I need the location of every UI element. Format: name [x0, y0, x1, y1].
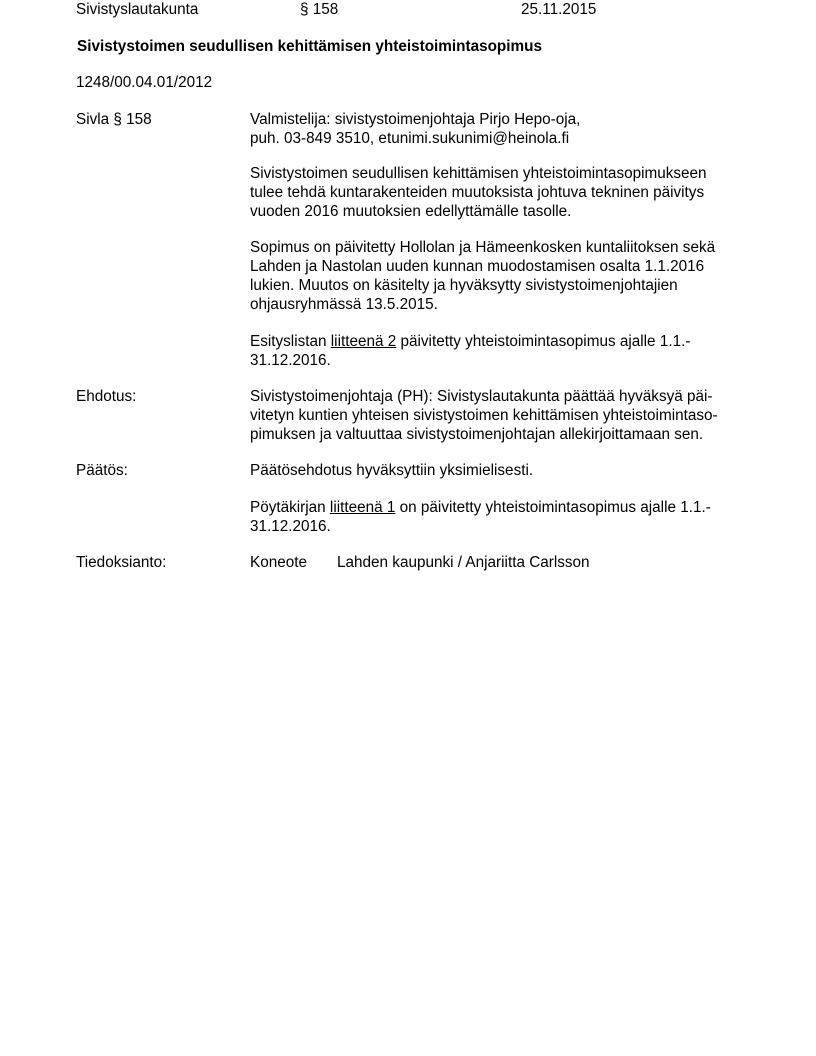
attachment-1-link[interactable]: liitteenä 1	[329, 499, 396, 516]
ehdotus-line-1: Sivistystoimenjohtaja (PH): Sivistyslautakunta päättää hyväksyä päi-	[250, 388, 713, 405]
tiedoksianto-recipient: Lahden kaupunki / Anjariitta Carlsson	[337, 554, 590, 571]
paragraph-2-line-2: Lahden ja Nastolan uuden kunnan muodostamisen osalta 1.1.2016	[250, 258, 705, 275]
paragraph-1-line-1: Sivistystoimen seudullisen kehittämisen yhteistoimintasopimukseen	[250, 165, 707, 182]
paragraph-2-line-4: ohjausryhmässä 13.5.2015.	[250, 296, 438, 313]
paatos-attachment-suffix: on päivitetty yhteistoimintasopimus ajalle 1.1.-	[395, 499, 711, 516]
paragraph-3-prefix: Esityslistan	[250, 333, 331, 350]
paragraph-1-line-3: vuoden 2016 muutoksien edellyttämälle tasolle.	[250, 203, 572, 220]
paatos-attachment-line-2: 31.12.2016.	[250, 518, 331, 535]
paragraph-3-suffix: päivitetty yhteistoimintasopimus ajalle 1.1.-	[396, 333, 691, 350]
paragraph-2-line-1: Sopimus on päivitetty Hollolan ja Hämeenkosken kuntaliitoksen sekä	[250, 239, 716, 256]
header-section: § 158	[300, 1, 339, 18]
tiedoksianto-label: Tiedoksianto:	[76, 554, 167, 571]
sivla-label: Sivla § 158	[76, 111, 152, 128]
paragraph-2-line-3: lukien. Muutos on käsitelty ja hyväksytty sivistystoimenjohtajien	[250, 277, 678, 294]
attachment-2-link[interactable]: liitteenä 2	[330, 333, 397, 350]
ehdotus-line-3: pimuksen ja valtuuttaa sivistystoimenjohtajan allekirjoittamaan sen.	[250, 426, 704, 443]
paatos-line-1: Päätösehdotus hyväksyttiin yksimielisesti.	[250, 462, 534, 479]
document-title: Sivistystoimen seudullisen kehittämisen yhteistoimintasopimus	[77, 38, 542, 55]
tiedoksianto-method: Koneote	[250, 554, 307, 571]
record-number: 1248/00.04.01/2012	[76, 74, 213, 91]
paatos-attachment-prefix: Pöytäkirjan	[250, 499, 330, 516]
header-date: 25.11.2015	[521, 1, 597, 18]
preparer-line-2: puh. 03-849 3510, etunimi.sukunimi@heinola.fi	[250, 130, 570, 147]
header-committee: Sivistyslautakunta	[76, 1, 199, 18]
ehdotus-label: Ehdotus:	[76, 388, 137, 405]
paragraph-3-line-1	[250, 332, 690, 351]
paatos-attachment-line-1	[250, 498, 711, 517]
ehdotus-line-2: vitetyn kuntien yhteisen sivistystoimen kehittämisen yhteistoimintaso-	[250, 407, 718, 424]
paatos-label: Päätös:	[76, 462, 128, 479]
preparer-line-1: Valmistelija: sivistystoimenjohtaja Pirjo Hepo-oja,	[250, 111, 581, 128]
paragraph-1-line-2: tulee tehdä kuntarakenteiden muutoksista johtuva tekninen päivitys	[250, 184, 705, 201]
paragraph-3-line-2: 31.12.2016.	[250, 352, 331, 369]
